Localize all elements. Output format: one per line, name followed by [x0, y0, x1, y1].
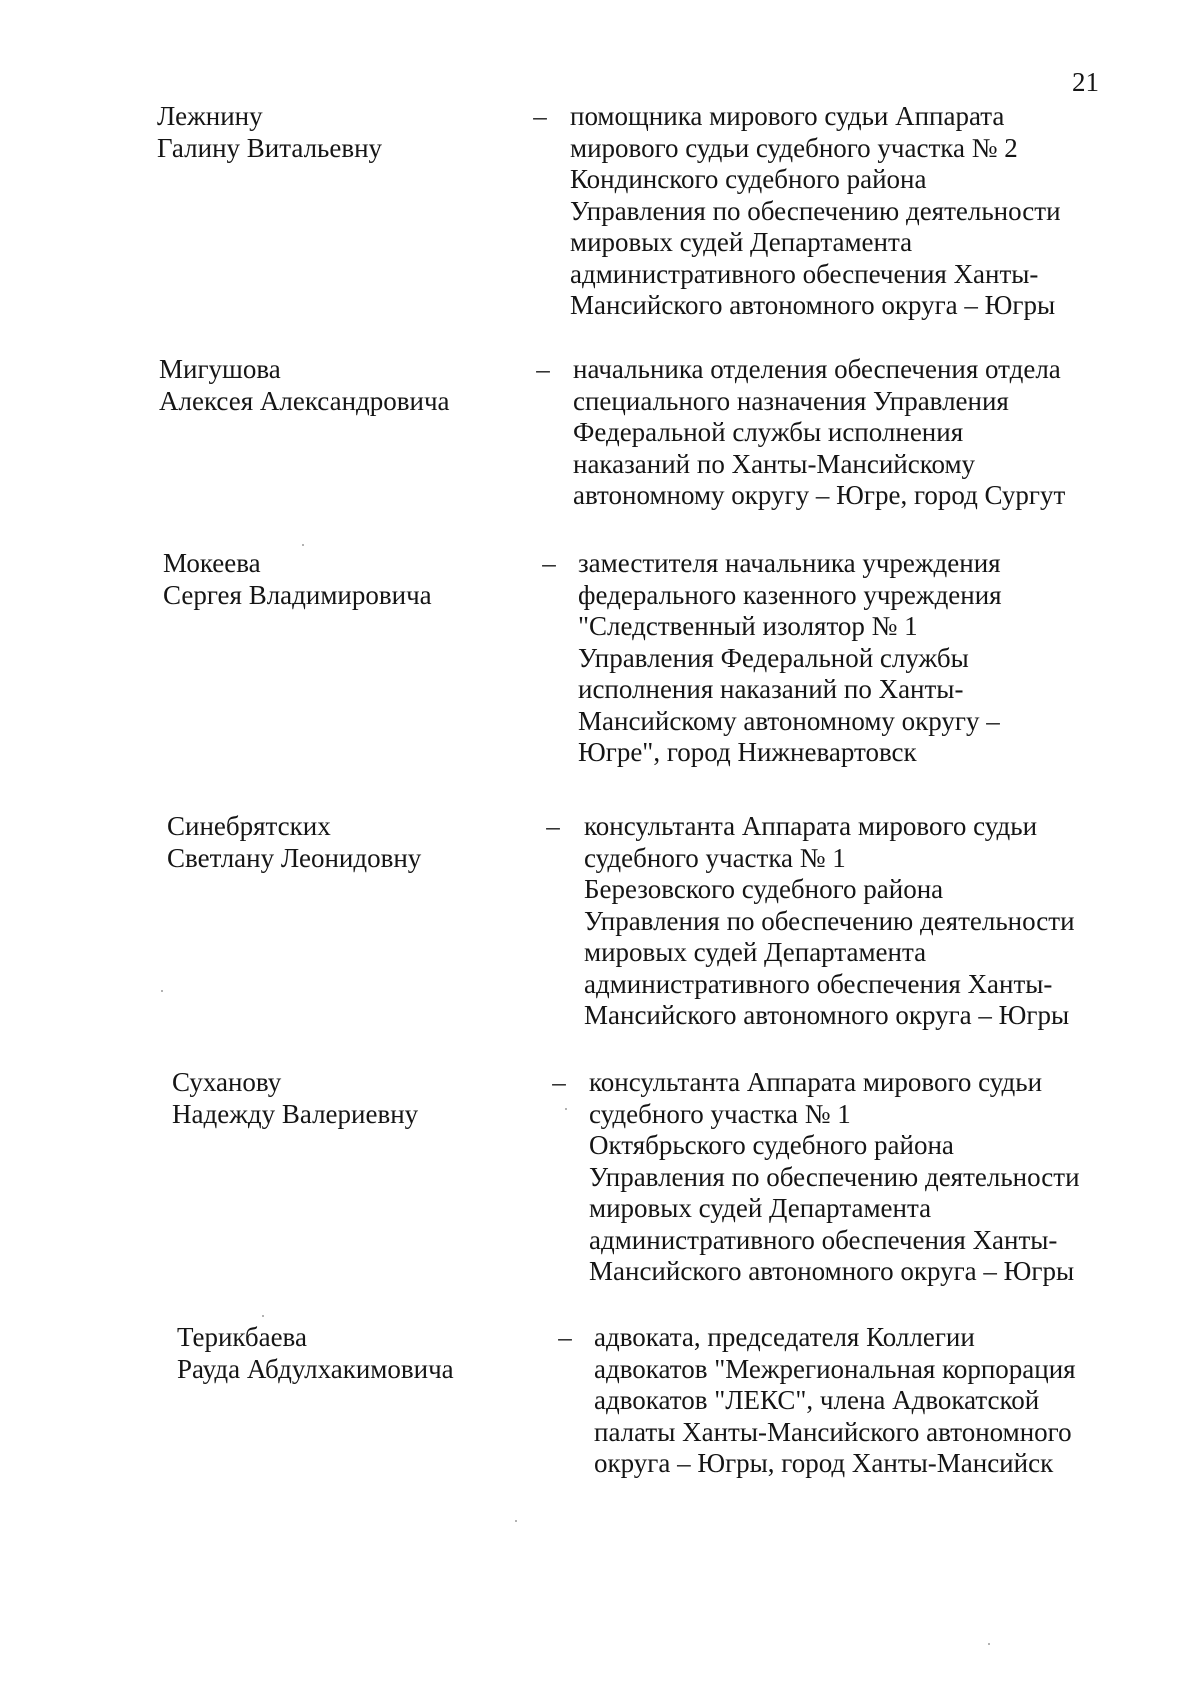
appointee-position: адвоката, председателя Коллегии адвокатов "Межрегиональная корпорация адвокатов "ЛЕКС", члена Адвокатской палаты Ханты-Мансийского автономного округа – Югры, город Ханты-Мансийск — [594, 1322, 1076, 1478]
scan-speck — [161, 990, 163, 992]
appointee-name: Суханову Надежду Валериевну — [172, 1067, 419, 1129]
appointee-name: Терикбаева Рауда Абдулхакимовича — [177, 1322, 454, 1384]
appointee-position: консультанта Аппарата мирового судьи судебного участка № 1 Березовского судебного района Управления по обеспечению деятельности мировых судей Департамента административного обеспечения Ханты- Мансийского автономного округа – Югры — [584, 811, 1075, 1030]
appointee-position: начальника отделения обеспечения отдела специального назначения Управления Федеральной службы исполнения наказаний по Ханты-Мансийскому автономному округу – Югре, город Сургут — [573, 354, 1066, 510]
entry-dash: – — [533, 101, 547, 131]
appointee-position: заместителя начальника учреждения федерального казенного учреждения "Следственный изолятор № 1 Управления Федеральной службы исполнения наказаний по Ханты- Мансийскому автономному округу – Югре", город Нижневартовск — [578, 548, 1002, 767]
appointee-name: Синебрятских Светлану Леонидовну — [167, 811, 422, 873]
entry-dash: – — [546, 811, 560, 841]
page-number: 21 — [1072, 67, 1099, 97]
appointee-position: помощника мирового судьи Аппарата мирового судьи судебного участка № 2 Кондинского судебного района Управления по обеспечению деятельности мировых судей Департамента административного обеспечения Ханты- Мансийского автономного округа – Югры — [570, 101, 1061, 320]
entry-dash: – — [558, 1322, 572, 1352]
appointee-name: Лежнину Галину Витальевну — [157, 101, 383, 163]
scan-speck — [565, 1108, 567, 1110]
appointee-position: консультанта Аппарата мирового судьи судебного участка № 1 Октябрьского судебного района Управления по обеспечению деятельности мировых судей Департамента административного обеспечения Ханты- Мансийского автономного округа – Югры — [589, 1067, 1080, 1286]
scan-speck — [515, 1520, 517, 1522]
entry-dash: – — [536, 354, 550, 384]
scan-speck — [262, 1315, 264, 1317]
entry-dash: – — [552, 1067, 566, 1097]
entry-dash: – — [542, 548, 556, 578]
appointee-name: Мигушова Алексея Александровича — [159, 354, 450, 416]
scan-speck — [302, 544, 304, 546]
scan-speck — [988, 1643, 990, 1645]
appointee-name: Мокеева Сергея Владимировича — [163, 548, 432, 610]
